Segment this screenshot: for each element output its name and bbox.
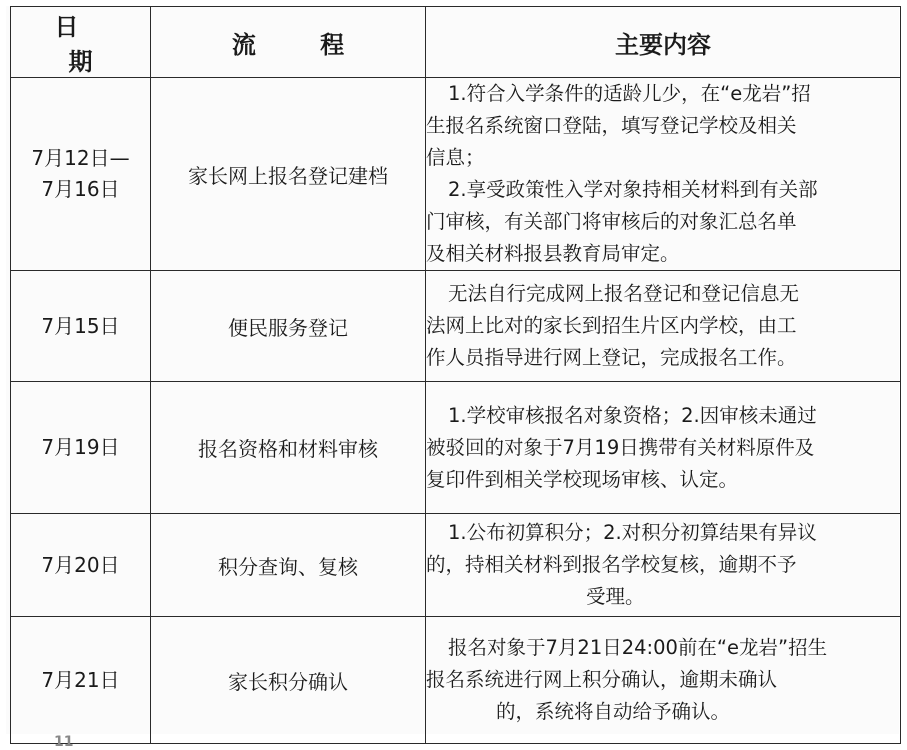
date-cell bbox=[11, 271, 151, 382]
date-line: 7月19日 bbox=[41, 435, 120, 459]
content-cell: 无法自行完成网上报名登记和登记信息无 法网上比对的家长到招生片区内学校，由工 作人员指导进行网上登记，完成报名工作。 bbox=[426, 271, 901, 382]
date-line: 7月15日 bbox=[41, 313, 120, 338]
header-process: 流 程 bbox=[151, 7, 426, 78]
process-cell: 便民服务登记 bbox=[151, 271, 426, 382]
header-date: 日 期 bbox=[11, 7, 151, 78]
page-number: 11 bbox=[54, 734, 74, 750]
table-row bbox=[11, 514, 901, 617]
content-cell: 1.学校审核报名对象资格；2.因审核未通过 被驳回的对象于7月19日携带有关材料原件及 复印件到相关学校现场审核、认定。 bbox=[426, 382, 901, 514]
date-cell bbox=[11, 78, 151, 271]
table-row bbox=[11, 78, 901, 271]
table-row bbox=[11, 617, 901, 744]
document-sheet bbox=[6, 6, 899, 734]
content-cell: 1.公布初算积分；2.对积分初算结果有异议 的，持相关材料到报名学校复核，逾期不予 受理。 bbox=[426, 514, 901, 617]
table-header-row bbox=[11, 7, 901, 78]
header-content: 主要内容 bbox=[426, 7, 901, 78]
process-cell: 积分查询、复核 bbox=[151, 514, 426, 617]
date-line: 7月21日 bbox=[41, 667, 120, 692]
date-cell bbox=[11, 382, 151, 514]
process-cell: 报名资格和材料审核 bbox=[151, 382, 426, 514]
enrollment-schedule-table bbox=[10, 6, 901, 744]
date-line: 7月16日 bbox=[41, 177, 120, 201]
date-cell bbox=[11, 617, 151, 744]
date-line: 7月12日— bbox=[31, 146, 130, 170]
content-cell: 报名对象于7月21日24:00前在“e龙岩”招生 报名系统进行网上积分确认，逾期未确认 的，系统将自动给予确认。 bbox=[426, 617, 901, 744]
content-cell: 1.符合入学条件的适龄儿少，在“e龙岩”招 生报名系统窗口登陆，填写登记学校及相关 信息； 2.享受政策性入学对象持相关材料到有关部 门审核，有关部门将审核后的对象汇总名单 及相关材料报县教育局审定。 bbox=[426, 78, 901, 271]
date-cell bbox=[11, 514, 151, 617]
process-cell: 家长网上报名登记建档 bbox=[151, 78, 426, 271]
date-line: 7月20日 bbox=[41, 552, 120, 577]
table-row bbox=[11, 271, 901, 382]
process-cell: 家长积分确认 bbox=[151, 617, 426, 744]
table-row bbox=[11, 382, 901, 514]
